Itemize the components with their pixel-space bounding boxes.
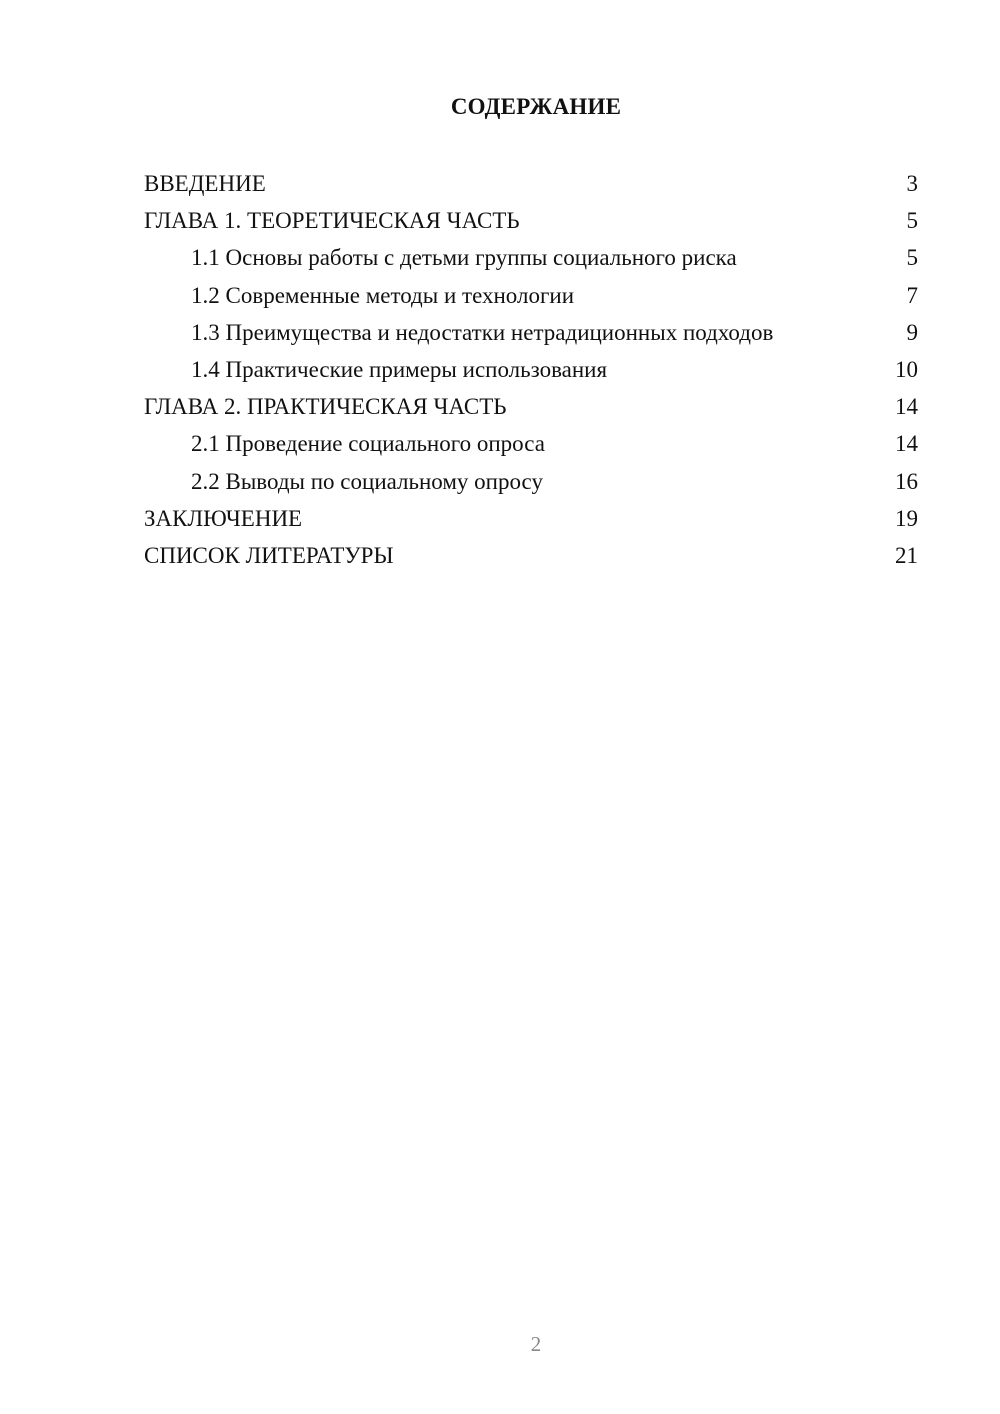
toc-entry-page: 7	[906, 282, 918, 308]
toc-entry-section-1-2[interactable]	[144, 280, 918, 317]
toc-entry-label: 1.4 Практические примеры использования	[191, 356, 608, 382]
toc-entry-label: 1.3 Преимущества и недостатки нетрадиционных подходов	[191, 319, 774, 345]
toc-entry-label: ГЛАВА 1. ТЕОРЕТИЧЕСКАЯ ЧАСТЬ	[144, 208, 520, 234]
toc-entry-page: 21	[895, 542, 918, 568]
page-number: 2	[530, 1332, 542, 1356]
toc-entry-page: 10	[895, 356, 918, 382]
toc-entry-chapter-1[interactable]	[144, 205, 918, 242]
toc-entry-introduction[interactable]	[144, 168, 918, 205]
toc-entry-section-2-2[interactable]	[144, 466, 918, 503]
toc-entry-label: ЗАКЛЮЧЕНИЕ	[144, 505, 303, 531]
toc-entry-page: 9	[906, 319, 918, 345]
toc-entry-page: 3	[906, 171, 918, 196]
toc-entry-label: 1.2 Современные методы и технологии	[191, 282, 575, 308]
toc-entry-section-1-4[interactable]	[144, 354, 918, 391]
toc-entry-page: 16	[895, 468, 918, 494]
toc-entry-conclusion[interactable]	[144, 503, 918, 540]
toc-entry-references[interactable]	[144, 540, 918, 577]
table-of-contents	[144, 168, 918, 577]
toc-entry-page: 19	[895, 505, 918, 531]
page-title: СОДЕРЖАНИЕ	[450, 94, 622, 119]
toc-entry-label: 1.1 Основы работы с детьми группы социального риска	[191, 245, 737, 271]
toc-entry-chapter-2[interactable]	[144, 391, 918, 428]
toc-entry-page: 5	[906, 208, 918, 234]
toc-entry-section-2-1[interactable]	[144, 428, 918, 465]
toc-entry-label: СПИСОК ЛИТЕРАТУРЫ	[144, 542, 394, 568]
toc-entry-page: 14	[895, 431, 918, 457]
toc-entry-label: 2.1 Проведение социального опроса	[191, 431, 545, 457]
toc-entry-label: 2.2 Выводы по социальному опросу	[191, 468, 543, 494]
toc-entry-section-1-3[interactable]	[144, 317, 918, 354]
toc-entry-section-1-1[interactable]	[144, 242, 918, 279]
toc-entry-page: 5	[906, 245, 918, 271]
toc-entry-label: ВВЕДЕНИЕ	[144, 171, 266, 196]
toc-entry-page: 14	[895, 394, 918, 420]
toc-entry-label: ГЛАВА 2. ПРАКТИЧЕСКАЯ ЧАСТЬ	[144, 394, 507, 420]
